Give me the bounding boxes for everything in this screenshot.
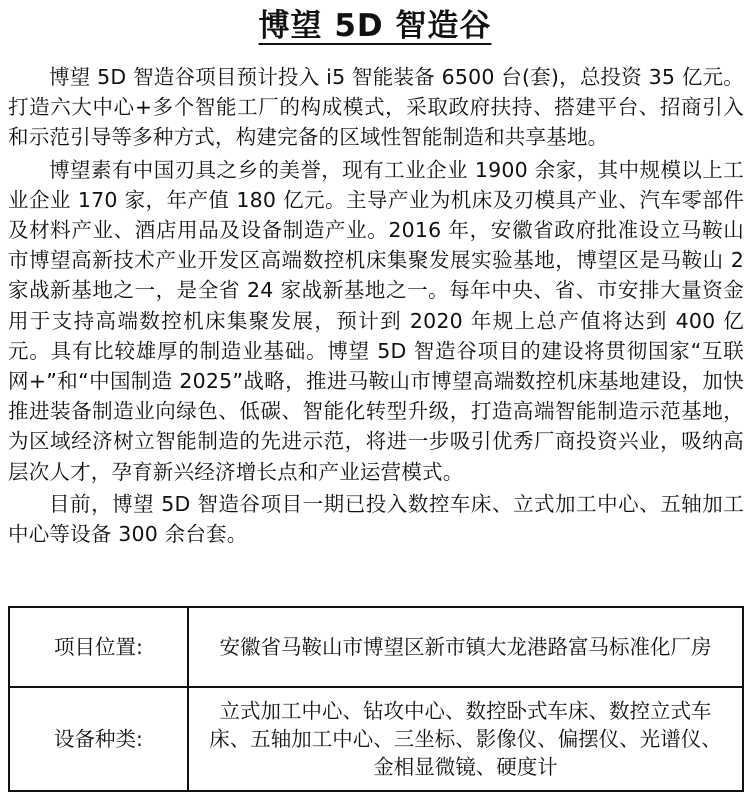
location-value: 安徽省马鞍山市博望区新市镇大龙港路富马标准化厂房 [188, 607, 743, 687]
paragraph-background: 博望素有中国刃具之乡的美誉，现有工业企业 1900 余家，其中规模以上工业企业 170 家，年产值 180 亿元。主导产业为机床及刃模具产业、汽车零部件及材料产业、酒店用品及设备制造产业。2016 年，安徽省政府批准设立马鞍山市博望高新技术产业开发区高端数控机床集聚发展实验基地，博望区是马鞍山 2 家战新基地之一，是全省 24 家战新基地之一。每年中央、省、市安排大量资金用于支持高端数控机床集聚发展，预计到 2020 年规上总产值将达到 400 亿元。具有比较雄厚的制造业基础。博望 5D 智造谷项目的建设将贯彻国家“互联网+”和“中国制造 2025”战略，推进马鞍山市博望高端数控机床基地建设，加快推进装备制造业向绿色、低碳、智能化转型升级，打造高端智能制造示范基地，为区域经济树立智能制造的先进示范，将进一步吸引优秀厂商投资兴业，吸纳高层次人才，孕育新兴经济增长点和产业运营模式。 [8, 157, 744, 484]
table-row-equipment [9, 687, 743, 791]
table-row-location [9, 607, 743, 687]
equipment-label: 设备种类: [9, 687, 188, 791]
location-label: 项目位置: [9, 607, 188, 687]
article-title-text: 博望 5D 智造谷 [258, 8, 492, 44]
equipment-value: 立式加工中心、钻攻中心、数控卧式车床、数控立式车床、五轴加工中心、三坐标、影像仪、偏摆仪、光谱仪、金相显微镜、硬度计 [188, 687, 743, 791]
paragraph-intro: 博望 5D 智造谷项目预计投入 i5 智能装备 6500 台(套)，总投资 35 亿元。打造六大中心+多个智能工厂的构成模式，采取政府扶持、搭建平台、招商引入和示范引导等多种方式，构建完备的区域性智能制造和共享基地。 [8, 65, 744, 150]
article-title [0, 0, 750, 56]
project-info-table [8, 606, 744, 792]
paragraph-current-status: 目前，博望 5D 智造谷项目一期已投入数控车床、立式加工中心、五轴加工中心等设备 300 余台套。 [8, 491, 744, 547]
article-body [8, 62, 744, 549]
